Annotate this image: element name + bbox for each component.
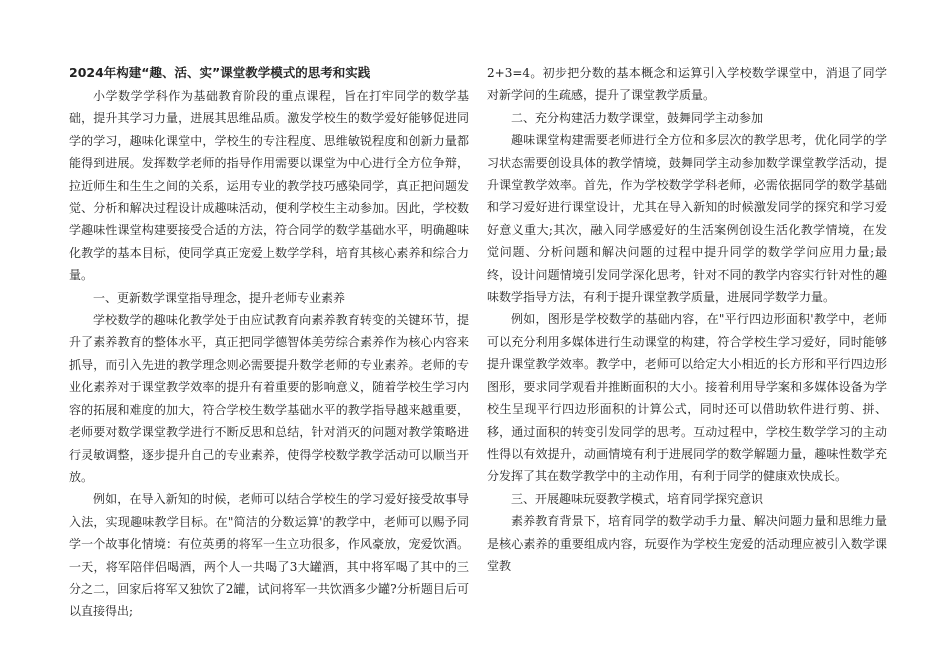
section-heading: 一、更新数学课堂指导理念，提升老师专业素养 [93,290,346,305]
right-column [487,62,887,577]
paragraph: 趣味课堂构建需要老师进行全方位和多层次的教学思考，优化同学的学习状态需要创设具体的教学情境，鼓舞同学主动参加数学课堂教学活动，提升课堂教学效率。首先，作为学校数学学科老师，必需依据同学的数学基础和学习爱好进行课堂设计，尤其在导入新知的时候激发同学的探究和学习爱好意义重大;其次，融入同学感爱好的生活案例创设生活化教学情境，在发觉问题、分析问题和解决问题的过程中提升同学的数学学问应用力量;最终，设计问题情境引发同学深化思考，针对不同的教学内容实行针对性的趣味数学指导方法，有利于提升课堂教学质量，进展同学数学力量。 [487,133,887,305]
section-heading: 三、开展趣味玩耍教学模式，培育同学探究意识 [511,491,764,506]
paragraph-continued: 2+3=4。初步把分数的基本概念和运算引入学校数学课堂中，消退了同学对新学问的生疏感，提升了课堂教学质量。 [487,66,887,103]
left-column [69,62,469,623]
paragraph: 例如，图形是学校数学的基础内容，在"平行四边形面积'教学中，老师可以充分利用多媒体进行生动课堂的构建，符合学校生学习爱好，同时能够提升课堂教学效率。教学中，老师可以给定大小相近的长方形和平行四边形图形，要求同学观看并推断面积的大小。接着利用导学案和多媒体设备为学校生呈现平行四边形面积的计算公式，同时还可以借助软件进行剪、拼、移，通过面积的转变引发同学的思考。互动过程中，学校生数学学习的主动性得以有效提升，动画情境有利于进展同学的数学解题力量，趣味性数学充分发挥了其在数学教学中的主动作用，有利于同学的健康欢快成长。 [487,312,887,484]
paragraph: 例如，在导入新知的时候，老师可以结合学校生的学习爱好接受故事导入法，实现趣味教学目标。在"简洁的分数运算'的教学中，老师可以赐予同学一个故事化情境：有位英勇的将军一生立功很多，作风豪放，宠爱饮酒。一天，将军陪伴侣喝酒，两个人一共喝了3大罐酒，其中将军喝了其中的三分之二，回家后将军又独饮了2罐，试问将军一共饮酒多少罐?分析题目后可以直接得出; [69,492,469,619]
paragraph: 学校数学的趣味化教学处于由应试教育向素养教育转变的关键环节，提升了素养教育的整体水平，真正把同学德智体美劳综合素养作为核心内容来抓导，而引入先进的教学理念则必需要提升数学老师的专业素养。老师的专业化素养对于课堂教学效率的提升有着重要的影响意义，随着学校生学习内容的拓展和难度的加大，符合学校生数学基础水平的教学指导越来越重要，老师要对数学课堂教学进行不断反思和总结，针对消灭的问题对教学策略进行灵敏调整，逐步提升自己的专业素养，使得学校数学教学活动可以顺当开放。 [69,313,469,484]
document-title: 2024年构建“趣、活、实”课堂教学模式的思考和实践 [69,65,371,80]
paragraph: 小学数学学科作为基础教育阶段的重点课程，旨在打牢同学的数学基础，提升其学习力量，进展其思维品质。激发学校生的数学爱好能够促进同学的学习，趣味化课堂中，学校生的专注程度、思维敏锐程度和创新力量都能得到进展。发挥数学老师的指导作用需要以课堂为中心进行全方位争辩，拉近师生和生生之间的关系，运用专业的教学技巧感染同学，真正把问题发觉、分析和解决过程设计成趣味活动，便利学校生主动参加。因此，学校数学趣味性课堂构建要接受合适的方法，符合同学的数学基础水平，明确趣味化教学的基本目标，使同学真正宠爱上数学学科，培育其核心素养和综合力量。 [69,89,469,283]
paragraph: 素养教育背景下，培育同学的数学动手力量、解决问题力量和思维力量是核心素养的重要组成内容，玩耍作为学校生宠爱的活动理应被引入数学课堂教 [487,514,887,573]
section-heading: 二、充分构建活力数学课堂，鼓舞同学主动参加 [511,110,764,125]
